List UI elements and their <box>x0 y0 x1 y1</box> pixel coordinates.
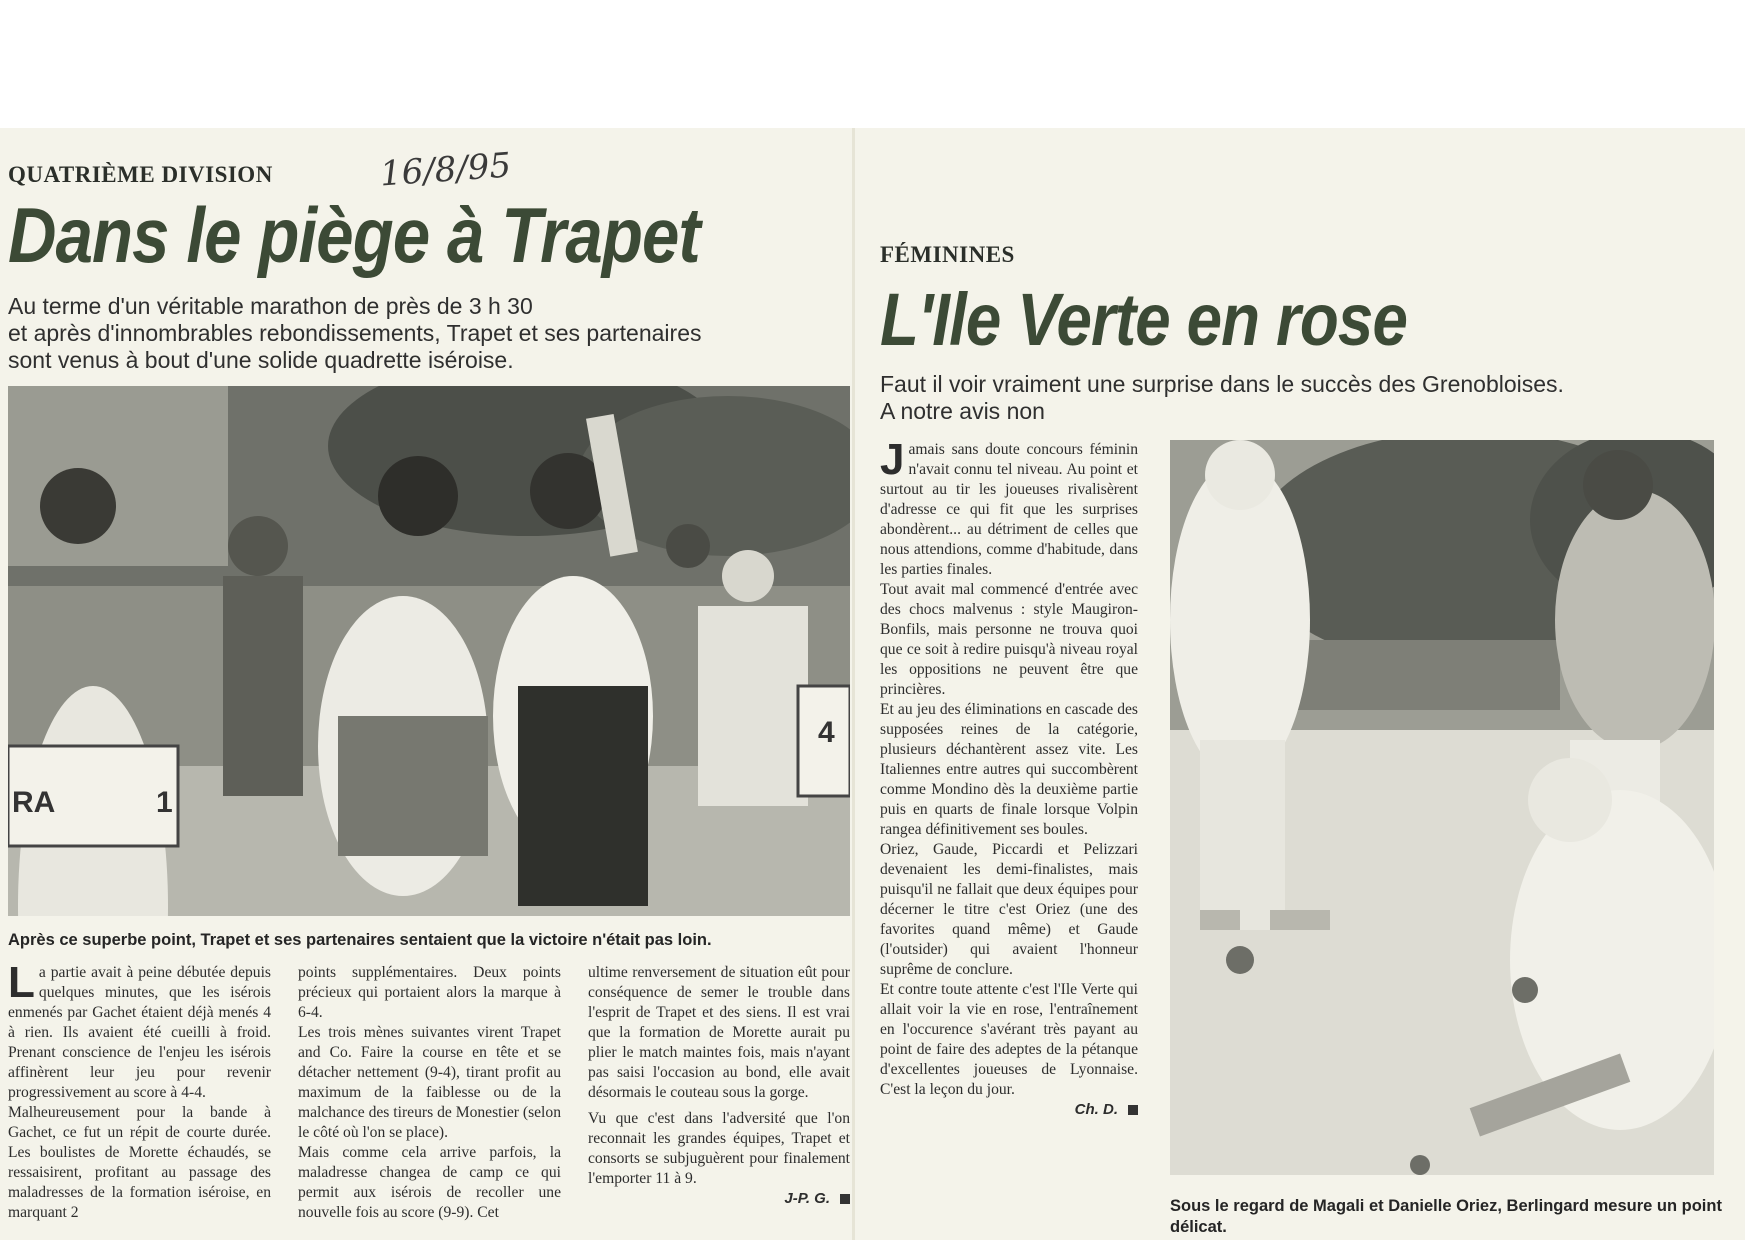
right-photo-caption: Sous le regard de Magali et Danielle Oriez, Berlingard mesure un point délicat. <box>1170 1197 1722 1236</box>
left-col1-paragraph: Malheureusement pour la bande à Gachet, ce fut un répit de courte durée. Les boulistes de Morette échaudés, se ressaisirent, profitant au passage des maladresses de la formation iséroise, en marquant 2 <box>8 1104 271 1221</box>
left-col2-paragraph: Mais comme cela arrive parfois, la maladresse changea de camp ce qui permit aux isérois de recoller une nouvelle fois au score (9-9). Cet <box>298 1144 561 1221</box>
right-body-paragraph: Et contre toute attente c'est l'Ile Verte qui allait voir la vie en rose, l'entraînement en l'occurence s'avérant très payant au point de faire des adeptes de la pétanque d'excellentes joueuses de Lyonnaise. C'est la leçon du jour. <box>880 981 1138 1098</box>
page-fold <box>852 128 855 1240</box>
right-headline: L'Ile Verte en rose <box>880 278 1408 361</box>
left-col1-paragraph: a partie avait à peine débutée depuis quelques minutes, que les isérois enmenés par Gachet étaient déjà menés 4 à rien. Ils avaient été cueilli à froid. Prenant conscience de l'enjeu les isérois affinèrent leur jeu pour revenir progressivement au score à 4-4. <box>8 964 271 1101</box>
right-deck <box>880 371 1564 425</box>
right-body-column <box>880 435 1138 1120</box>
left-column-3 <box>588 963 850 1209</box>
left-headline: Dans le piège à Trapet <box>8 191 700 279</box>
right-body-paragraph: Et au jeu des éliminations en cascade des supposées reines de la catégorie, plusieurs déchantèrent assez vite. Les Italiennes entre autres qui succombèrent comme Mondino dès la deuxième partie puis en quarts de finale lorsque Volpin rangea définitivement ses boules. <box>880 701 1138 838</box>
left-column-2 <box>298 963 561 1223</box>
left-photo-caption: Après ce superbe point, Trapet et ses partenaires sentaient que la victoire n'était pas loin. <box>8 931 712 949</box>
scoreboard-label-score-4: 4 <box>818 716 835 749</box>
left-deck-line: Au terme d'un véritable marathon de près de 3 h 30 <box>8 293 533 319</box>
right-deck-line: A notre avis non <box>880 398 1045 424</box>
dropcap-j: J <box>880 435 905 484</box>
left-kicker: QUATRIÈME DIVISION <box>8 162 273 187</box>
left-column-1 <box>8 958 271 1223</box>
left-col2-paragraph: Les trois mènes suivantes virent Trapet and Co. Faire la course en tête et se détacher nettement (9-4), tirant profit au maximum de la faiblesse ou de la malchance des tireurs de Monestier (selon le côté où l'on se place). <box>298 1024 561 1141</box>
left-col2-paragraph: points supplémentaires. Deux points précieux qui portaient alors la marque à 6-4. <box>298 964 561 1021</box>
left-deck-line: sont venus à bout d'une solide quadrette iséroise. <box>8 347 514 373</box>
left-signature: J-P. G. <box>588 1189 850 1209</box>
left-col3-paragraph: ultime renversement de situation eût pour conséquence de semer le trouble dans l'esprit de Trapet et des siens. Il est vrai que la formation de Morette aurait pu plier le match maintes fois, mais n'ayant pas saisi l'occasion au bond, elle avait désormais le couteau sous la gorge. <box>588 964 850 1101</box>
right-kicker: FÉMININES <box>880 242 1015 267</box>
handwritten-date: 16/8/95 <box>378 145 513 195</box>
left-photo-players <box>8 386 850 916</box>
right-deck-line: Faut il voir vraiment une surprise dans le succès des Grenobloises. <box>880 371 1564 397</box>
left-deck <box>8 293 702 374</box>
right-body-paragraph: Tout avait mal commencé d'entrée avec des chocs malvenus : style Maugiron-Bonfils, mais personne ne trouva quoi que ce soit à redire puisqu'à niveau royal les oppositions ne peuvent être que princières. <box>880 581 1138 698</box>
left-col3-paragraph: Vu que c'est dans l'adversité que l'on reconnait les grandes équipes, Trapet et consorts se subjuguèrent pour finalement l'emporter 11 à 9. <box>588 1110 850 1187</box>
right-body-paragraph: amais sans doute concours féminin n'avait connu tel niveau. Au point et surtout au tir les joueuses rivalisèrent d'adresse ce qui fit que les surprises abondèrent... au détriment de celles que nous attendions, comme d'habitude, dans les parties finales. <box>880 441 1138 578</box>
left-deck-line: et après d'innombrables rebondissements, Trapet et ses partenaires <box>8 320 702 346</box>
scoreboard-label-score-1: 1 <box>156 786 173 819</box>
right-signature: Ch. D. <box>880 1100 1138 1120</box>
right-body-paragraph: Oriez, Gaude, Piccardi et Pelizzari devenaient les demi-finalistes, mais puisqu'il ne fallait que deux équipes pour décerner le titre c'est Oriez (une des favorites quand même) et Gaude (l'outsider) qui avaient l'honneur suprême de conclure. <box>880 841 1138 978</box>
dropcap-l: L <box>8 958 35 1007</box>
scoreboard-label-team: RA <box>12 786 56 819</box>
right-photo-players <box>1170 440 1714 1175</box>
